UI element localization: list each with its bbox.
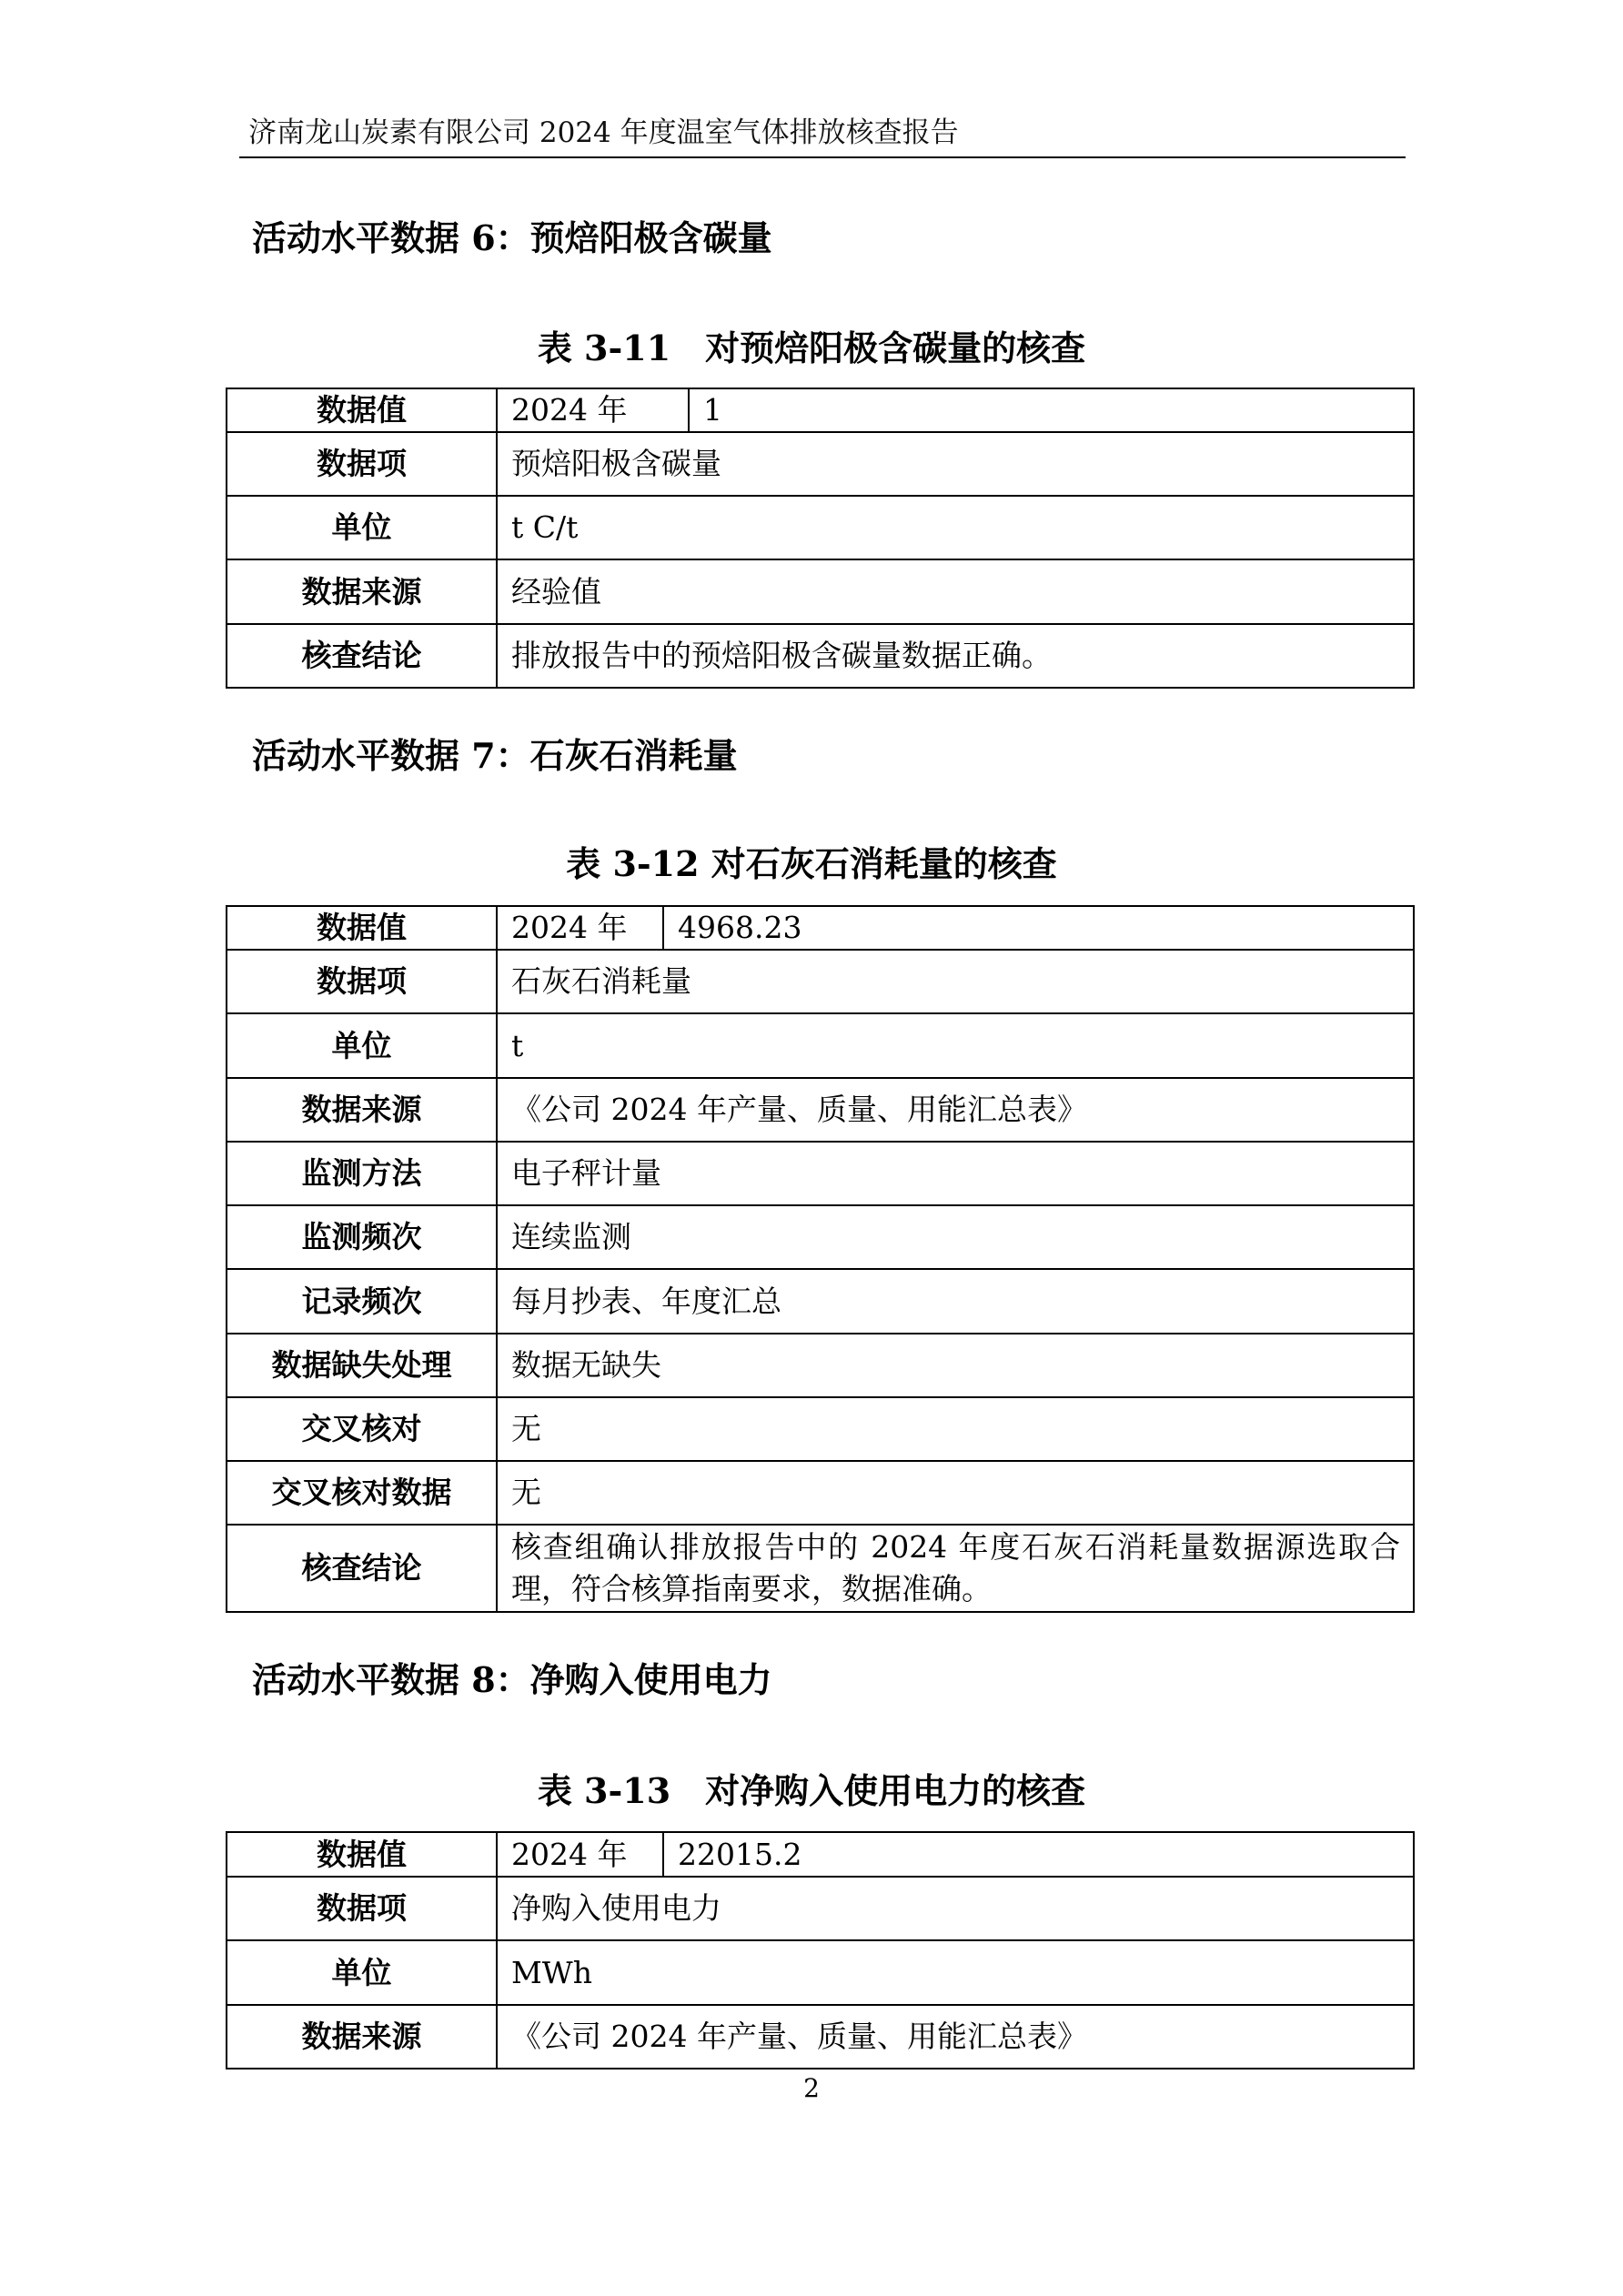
table-row (227, 950, 1414, 1013)
row-label: 监测频次 (227, 1205, 497, 1269)
table-row (227, 906, 1414, 950)
table-caption-3-13: 表 3-13 对净购入使用电力的核查 (537, 1770, 1086, 1811)
table-row (227, 432, 1414, 496)
row-value: MWh (497, 1940, 1414, 2005)
row-label: 单位 (227, 496, 497, 559)
table-row (227, 1142, 1414, 1205)
row-value: t (497, 1013, 1414, 1078)
year-cell: 2024 年 (497, 388, 689, 432)
running-header: 济南龙山炭素有限公司 2024 年度温室气体排放核查报告 (248, 116, 959, 149)
row-label: 记录频次 (227, 1269, 497, 1334)
table-row (227, 1205, 1414, 1269)
table-3-11 (226, 388, 1415, 689)
row-label: 单位 (227, 1940, 497, 2005)
row-value: 净购入使用电力 (497, 1877, 1414, 1940)
row-value: 石灰石消耗量 (497, 950, 1414, 1013)
row-value: 排放报告中的预焙阳极含碳量数据正确。 (497, 624, 1414, 688)
table-row (227, 1832, 1414, 1877)
table-row (227, 1078, 1414, 1142)
table-row (227, 2005, 1414, 2069)
row-label: 数据来源 (227, 2005, 497, 2069)
row-label: 数据缺失处理 (227, 1334, 497, 1397)
section-heading-7: 活动水平数据 7：石灰石消耗量 (252, 735, 738, 776)
row-label: 数据来源 (227, 1078, 497, 1142)
row-label: 数据项 (227, 432, 497, 496)
table-row (227, 1269, 1414, 1334)
year-cell: 2024 年 (497, 906, 663, 950)
section-heading-6: 活动水平数据 6：预焙阳极含碳量 (252, 217, 772, 258)
row-label: 监测方法 (227, 1142, 497, 1205)
value-cell: 22015.2 (663, 1832, 1414, 1877)
table-row (227, 1013, 1414, 1078)
row-label: 交叉核对数据 (227, 1461, 497, 1525)
section-heading-8: 活动水平数据 8：净购入使用电力 (252, 1659, 772, 1700)
row-label: 数据值 (227, 388, 497, 432)
table-row (227, 1877, 1414, 1940)
row-value: 《公司 2024 年产量、质量、用能汇总表》 (497, 1078, 1414, 1142)
table-row (227, 1940, 1414, 2005)
row-value: 《公司 2024 年产量、质量、用能汇总表》 (497, 2005, 1414, 2069)
table-row (227, 559, 1414, 624)
table-row (227, 388, 1414, 432)
row-value: 核查组确认排放报告中的 2024 年度石灰石消耗量数据源选取合理，符合核算指南要求，数据准确。 (497, 1525, 1414, 1612)
row-value: 预焙阳极含碳量 (497, 432, 1414, 496)
row-label: 数据项 (227, 950, 497, 1013)
row-value: 无 (497, 1461, 1414, 1525)
row-label: 数据来源 (227, 559, 497, 624)
page-number: 2 (803, 2073, 820, 2103)
table-row (227, 1397, 1414, 1461)
table-3-13 (226, 1831, 1415, 2069)
table-row (227, 496, 1414, 559)
header-rule (239, 156, 1406, 158)
row-value: 无 (497, 1397, 1414, 1461)
table-3-12 (226, 905, 1415, 1613)
row-label: 数据值 (227, 906, 497, 950)
table-row (227, 1334, 1414, 1397)
table-row (227, 1461, 1414, 1525)
year-cell: 2024 年 (497, 1832, 663, 1877)
row-label: 单位 (227, 1013, 497, 1078)
table-row (227, 1525, 1414, 1612)
row-value: 每月抄表、年度汇总 (497, 1269, 1414, 1334)
row-label: 数据项 (227, 1877, 497, 1940)
row-label: 交叉核对 (227, 1397, 497, 1461)
value-cell: 1 (689, 388, 1414, 432)
row-value: 连续监测 (497, 1205, 1414, 1269)
table-caption-3-11: 表 3-11 对预焙阳极含碳量的核查 (537, 327, 1086, 368)
row-value: 数据无缺失 (497, 1334, 1414, 1397)
row-label: 数据值 (227, 1832, 497, 1877)
value-cell: 4968.23 (663, 906, 1414, 950)
table-row (227, 624, 1414, 688)
row-value: 经验值 (497, 559, 1414, 624)
table-caption-3-12: 表 3-12 对石灰石消耗量的核查 (566, 843, 1057, 884)
row-label: 核查结论 (227, 1525, 497, 1612)
row-value: t C/t (497, 496, 1414, 559)
row-value: 电子秤计量 (497, 1142, 1414, 1205)
row-label: 核查结论 (227, 624, 497, 688)
